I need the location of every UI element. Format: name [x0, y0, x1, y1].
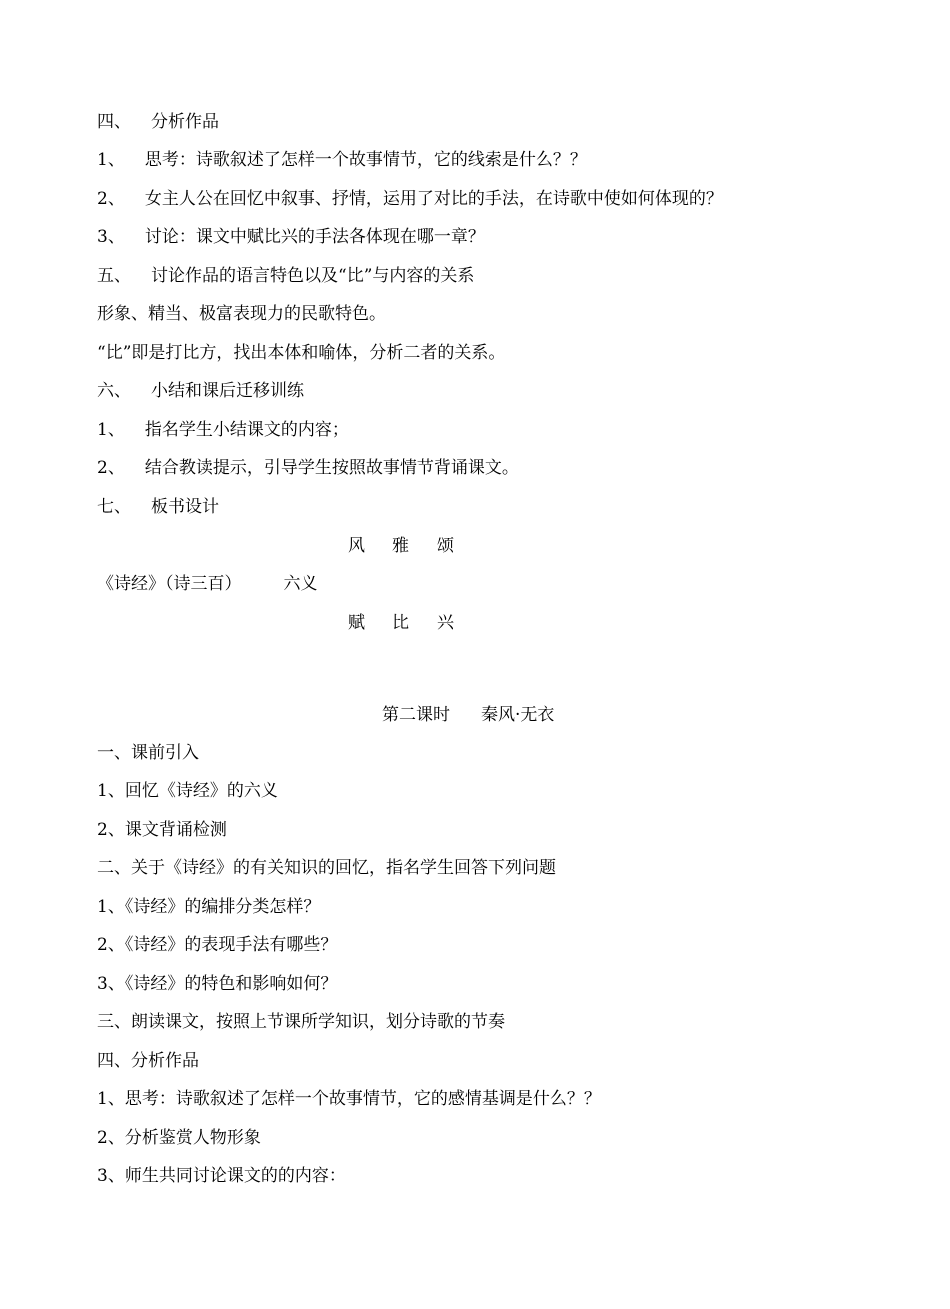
item-number: 1、 — [97, 420, 125, 440]
paragraph: 2、课文背诵检测 — [97, 820, 227, 840]
item-text: 指名学生小结课文的内容； — [144, 420, 349, 440]
section-6-heading — [97, 379, 304, 403]
paragraph: 三、朗读课文，按照上节课所学知识，划分诗歌的节奏 — [97, 1012, 505, 1032]
paragraph: 四、分析作品 — [97, 1051, 199, 1071]
board-bottom-1: 赋 — [348, 613, 365, 633]
section-5-heading — [97, 264, 474, 288]
section-title: 板书设计 — [151, 497, 219, 517]
item-text: 结合教读提示，引导学生按照故事情节背诵课文。 — [144, 458, 519, 478]
board-bottom-2: 比 — [392, 613, 409, 633]
board-top-row — [348, 534, 454, 558]
item-text: 女主人公在回忆中叙事、抒情，运用了对比的手法，在诗歌中使如何体现的？ — [144, 189, 723, 209]
section-number: 五、 — [97, 266, 131, 286]
board-left-label: 《诗经》（诗三百） — [97, 574, 242, 594]
paragraph: “比”即是打比方，找出本体和喻体，分析二者的关系。 — [97, 343, 506, 363]
item-number: 2、 — [97, 458, 125, 478]
item-text: 思考：诗歌叙述了怎样一个故事情节，它的线索是什么？？ — [144, 150, 587, 170]
list-item — [97, 456, 519, 480]
paragraph: 2、《诗经》的表现手法有哪些？ — [97, 935, 338, 955]
board-bottom-3: 兴 — [437, 613, 454, 633]
board-top-1: 风 — [348, 536, 365, 556]
board-middle-label: 六义 — [283, 574, 318, 594]
list-item — [97, 187, 723, 211]
paragraph: 3、师生共同讨论课文的的内容： — [97, 1166, 346, 1186]
item-text: 讨论：课文中赋比兴的手法各体现在哪一章？ — [144, 227, 485, 247]
list-item — [97, 148, 587, 172]
paragraph: 一、课前引入 — [97, 743, 199, 763]
paragraph: 1、《诗经》的编排分类怎样？ — [97, 897, 321, 917]
section-number: 六、 — [97, 381, 131, 401]
section-number: 七、 — [97, 497, 131, 517]
section-number: 四、 — [97, 112, 131, 132]
paragraph: 形象、精当、极富表现力的民歌特色。 — [97, 304, 386, 324]
board-top-2: 雅 — [392, 536, 409, 556]
paragraph: 2、分析鉴赏人物形象 — [97, 1128, 261, 1148]
item-number: 1、 — [97, 150, 125, 170]
section-title: 小结和课后迁移训练 — [151, 381, 304, 401]
board-top-3: 颂 — [437, 536, 454, 556]
list-item — [97, 418, 349, 442]
list-item — [97, 225, 485, 249]
paragraph: 1、回忆《诗经》的六义 — [97, 781, 278, 801]
board-bottom-row — [348, 611, 454, 635]
paragraph: 1、思考：诗歌叙述了怎样一个故事情节，它的感情基调是什么？？ — [97, 1089, 601, 1109]
item-number: 2、 — [97, 189, 125, 209]
section-title: 讨论作品的语言特色以及“比”与内容的关系 — [151, 266, 475, 286]
paragraph: 二、关于《诗经》的有关知识的回忆，指名学生回答下列问题 — [97, 858, 556, 878]
poem-title: 秦风·无衣 — [481, 705, 555, 725]
section-7-heading — [97, 495, 219, 519]
paragraph: 3、《诗经》的特色和影响如何？ — [97, 974, 338, 994]
section-4-heading — [97, 110, 219, 134]
board-middle-row — [97, 572, 318, 596]
item-number: 3、 — [97, 227, 125, 247]
section-title: 分析作品 — [151, 112, 219, 132]
lesson-2-title — [382, 703, 554, 727]
lesson-period: 第二课时 — [382, 705, 450, 725]
